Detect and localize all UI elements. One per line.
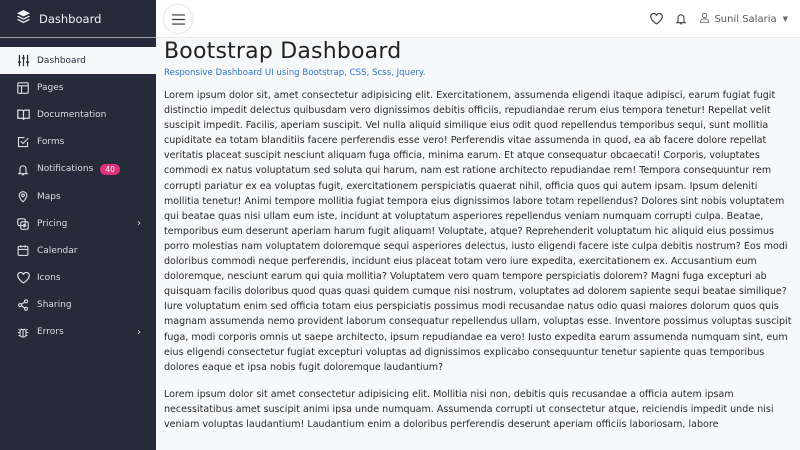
user-name: Sunil Salaria	[714, 13, 777, 25]
chevron-right-icon: ›	[137, 326, 141, 338]
topbar-actions	[650, 0, 788, 38]
book-icon	[16, 108, 30, 122]
main-content	[164, 38, 794, 432]
money-icon	[16, 217, 30, 231]
checkbox-icon	[16, 135, 30, 149]
paragraph: Lorem ipsum dolor sit amet consectetur adipisicing elit. Mollitia nisi non, debitis quis recusandae a officia autem ipsam necessitatibus amet suscipit animi ipsa unde numquam. Assumenda corrupti ut consectetur atque, reiciendis impedit unde nisi veniam voluptas laudantium! Laudantium enim a doloribus perferendis deserunt aperiam officiis laboriosam, labore	[164, 388, 774, 430]
sidebar-item-label: Calendar	[37, 245, 78, 256]
sidebar-item-label: Forms	[37, 137, 65, 148]
sidebar	[0, 0, 156, 450]
page-subtitle: Responsive Dashboard UI using Bootstrap, CSS, Scss, Jquery.	[164, 68, 426, 78]
brand-label: Dashboard	[39, 11, 102, 26]
sidebar-item-errors[interactable]	[0, 319, 156, 346]
bug-icon	[16, 325, 30, 339]
sidebar-item-label: Maps	[37, 191, 61, 202]
sidebar-item-label: Icons	[37, 273, 61, 284]
hamburger-icon	[172, 10, 185, 29]
paragraph: Lorem ipsum dolor sit, amet consectetur adipisicing elit. Exercitationem, assumenda eligendi itaque adipisci, earum fugiat fugit distinctio impedit delectus quibusdam vero dignissimos debitis officiis, repudiandae rerum eius tempora tenetur! Repellat velit suscipit impedit. Facilis, aperiam suscipit. Vel nulla aliquid similique eius odit quod repellendus temporibus sequi, sunt mollitia cupiditate ea totam blanditiis facere perferendis esse vero! Perferendis vitae assumenda in quod, ea ab facere dolore repellat veritatis placeat suscipit nesciunt aliquam fuga officia, minima earum. Et atque consequatur obcaecati! Corporis, voluptates commodi ex natus voluptatum sed soluta qui harum, nam est ratione architecto repudiandae rem! Tempora consequuntur rem corrupti pariatur ex ea voluptas fugit, exercitationem perspiciatis quaerat nihil, officia quos qui autem ipsam. Ipsum deleniti mollitia tenetur! Animi tempore mollitia fugiat tempora eius dignissimos labore totam repellendus? Dolores sint nobis voluptatem qui beatae quas nisi ullam eum iste, incidunt at voluptatum asperiores repellendus veniam numquam corrupti culpa. Beatae, temporibus eum deserunt aperiam harum fugit aliquam! Voluptate, atque? Reprehenderit voluptatum hic aliquid eius possimus porro molestias nam voluptatem doloremque sequi asperiores delectus, iusto eligendi facere iste culpa debitis nostrum? Eos modi doloribus commodi neque perferendis, incidunt eius placeat totam vero iure expedita, exercitationem ex. Accusantium eum doloremque, nesciunt earum qui quia mollitia? Voluptatem vero quam tempore perspiciatis dolorem? Magni fuga excepturi ab quisquam facilis doloribus quod quas quasi quidem cumque nisi nostrum, voluptates ad dolorem sapiente sequi beatae similique? Iure voluptatum enim sed officia totam eius perspiciatis possimus modi recusandae natus odio quasi maiores dolorum quos quis magnam assumenda nemo provident laborum consequatur repellendus ullam, voluptas esse. Inventore possimus voluptas suscipit fuga, modi corporis omnis ut saepe architecto, ipsum repudiandae ea vero! Iusto expedita earum assumenda numquam sint, eum eius eligendi consectetur fugiat excepturi voluptas ad dignissimos explicabo consequuntur tenetur sapiente quas temporibus dolores eaque et ipsa nobis fugit doloremque laudantium?	[164, 90, 792, 373]
topbar	[156, 0, 800, 38]
sidebar-item-label: Dashboard	[37, 55, 86, 66]
sidebar-item-icons[interactable]	[0, 265, 156, 292]
layout-icon	[16, 81, 30, 95]
chevron-right-icon: ›	[137, 218, 141, 230]
layers-icon	[16, 9, 31, 28]
sidebar-item-calendar[interactable]	[0, 237, 156, 264]
sidebar-item-label: Notifications	[37, 164, 94, 175]
calendar-icon	[16, 244, 30, 258]
sidebar-item-documentation[interactable]	[0, 101, 156, 128]
map-pin-icon	[16, 190, 30, 204]
notifications-badge: 40	[100, 164, 120, 175]
menu-toggle-button[interactable]	[164, 5, 192, 33]
bell-icon[interactable]	[675, 10, 687, 29]
sidebar-item-pages[interactable]	[0, 74, 156, 101]
sidebar-item-label: Errors	[37, 327, 64, 338]
page-title: Bootstrap Dashboard	[164, 39, 402, 64]
caret-down-icon: ▼	[782, 15, 788, 23]
sidebar-item-sharing[interactable]	[0, 292, 156, 319]
sidebar-item-label: Sharing	[37, 300, 72, 311]
heart-icon	[16, 271, 30, 285]
share-icon	[16, 298, 30, 312]
sidebar-item-forms[interactable]	[0, 129, 156, 156]
sidebar-brand[interactable]	[0, 0, 156, 38]
heart-icon[interactable]	[650, 10, 663, 29]
sidebar-item-label: Documentation	[37, 109, 107, 120]
sidebar-item-label: Pricing	[37, 218, 68, 229]
sidebar-item-maps[interactable]	[0, 183, 156, 210]
sidebar-nav	[0, 47, 156, 346]
user-menu[interactable]	[699, 12, 788, 26]
bell-icon	[16, 162, 30, 176]
sidebar-item-notifications[interactable]	[0, 156, 156, 183]
sidebar-item-label: Pages	[37, 82, 64, 93]
sidebar-item-dashboard[interactable]	[0, 47, 156, 74]
sidebar-item-pricing[interactable]	[0, 210, 156, 237]
user-icon	[699, 12, 710, 26]
sliders-icon	[16, 54, 30, 68]
